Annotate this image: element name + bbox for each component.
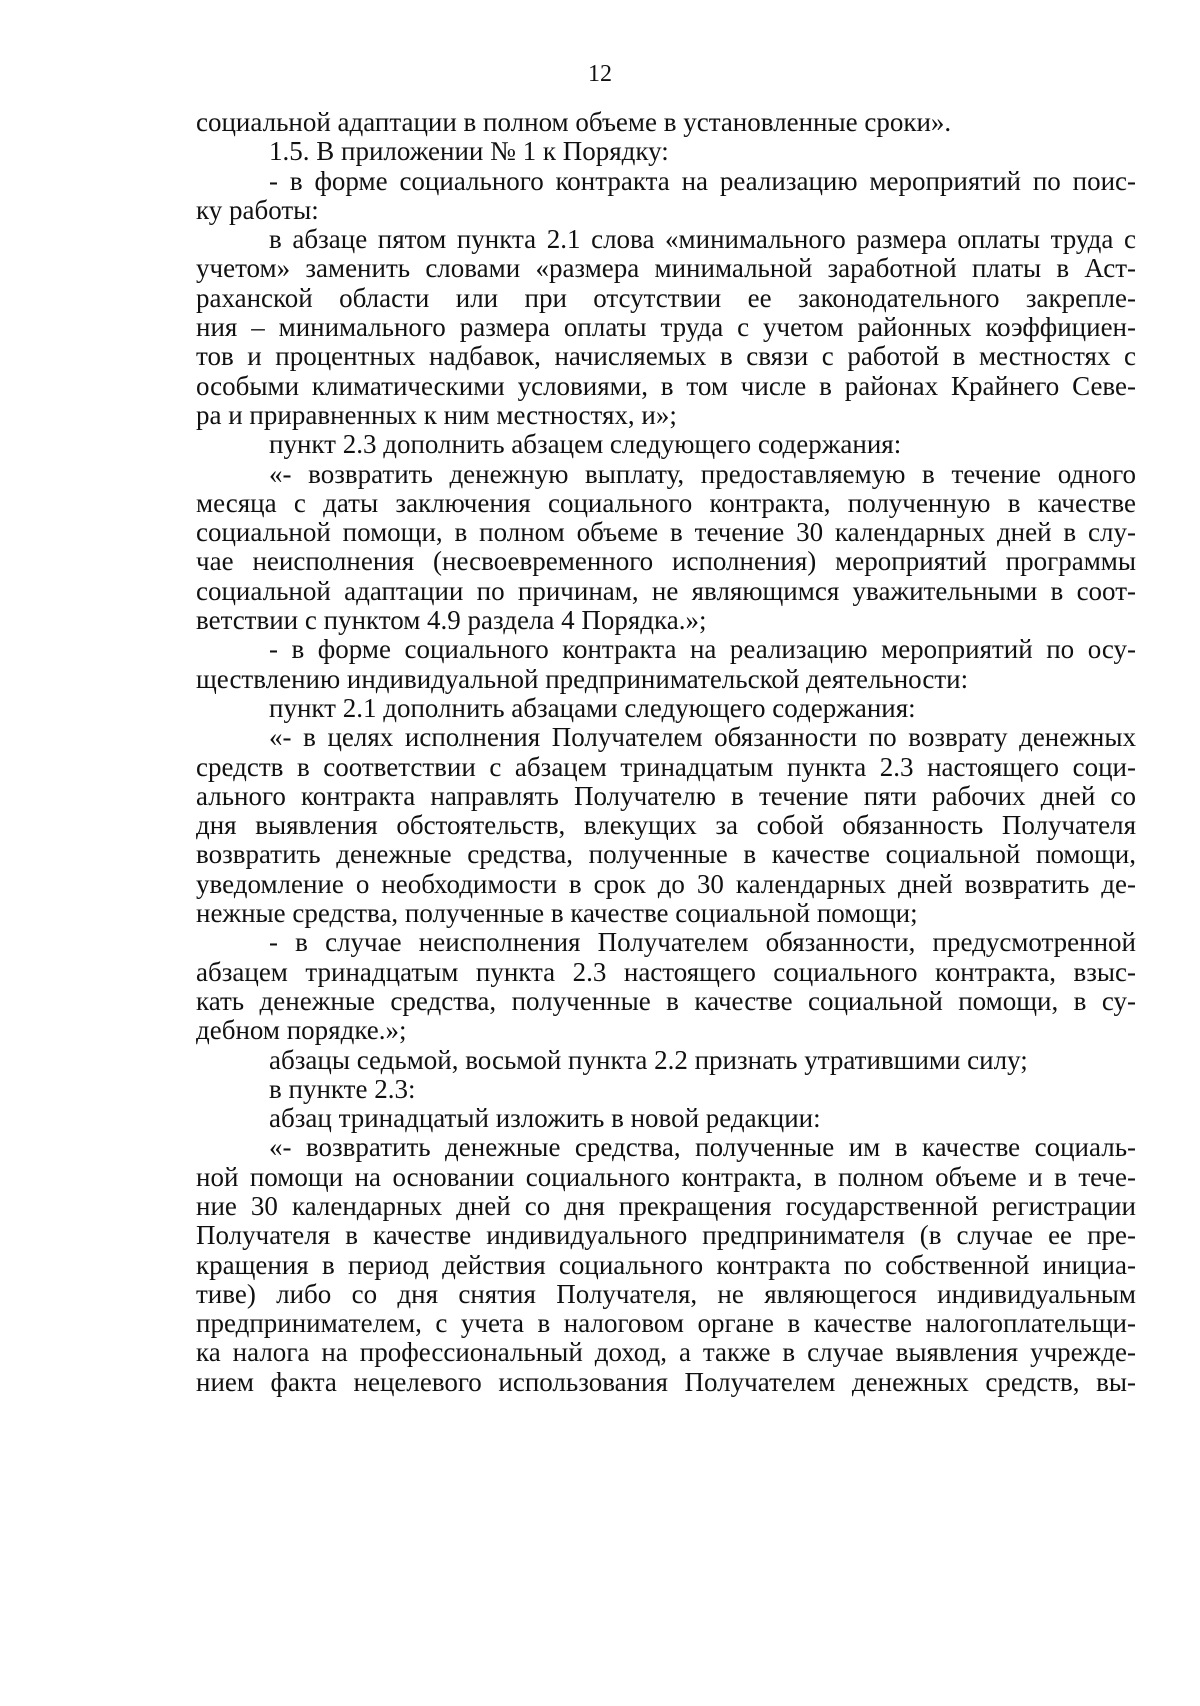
text-line: чае неисполнения (несвоевременного исполнения) мероприятий программы [196,546,1136,577]
text-line: 1.5. В приложении № 1 к Порядку: [269,136,669,167]
text-line: кращения в период действия социального контракта по собственной инициа- [196,1249,1136,1280]
text-line: ной помощи на основании социального контракта, в полном объеме и в тече- [196,1161,1136,1192]
text-line: раханской области или при отсутствии ее законодательного закрепле- [196,282,1136,313]
text-line: особыми климатическими условиями, в том числе в районах Крайнего Севе- [196,370,1136,401]
text-line: нежные средства, полученные в качестве социальной помощи; [196,898,918,929]
text-line: пункт 2.1 дополнить абзацами следующего содержания: [269,692,916,723]
text-line: абзацы седьмой, восьмой пункта 2.2 признать утратившими силу; [269,1044,1028,1075]
text-line: в абзаце пятом пункта 2.1 слова «минимального размера оплаты труда с [269,224,1136,255]
text-line: уведомление о необходимости в срок до 30 календарных дней возвратить де- [196,868,1136,899]
text-line: дебном порядке.»; [196,1015,407,1046]
text-line: месяца с даты заключения социального контракта, полученную в качестве [196,487,1136,518]
text-line: социальной адаптации по причинам, не являющимся уважительными в соот- [196,575,1136,606]
document-body [196,108,1136,1397]
text-line: абзацем тринадцатым пункта 2.3 настоящего социального контракта, взыс- [196,956,1136,987]
text-line: ра и приравненных к ним местностях, и»; [196,399,677,430]
text-line: средств в соответствии с абзацем тринадцатым пункта 2.3 настоящего соци- [196,751,1136,782]
text-line: предпринимателем, с учета в налоговом органе в качестве налогоплательщи- [196,1308,1136,1339]
text-line: ка налога на профессиональный доход, а также в случае выявления учрежде- [196,1337,1136,1368]
text-line: Получателя в качестве индивидуального предпринимателя (в случае ее пре- [196,1220,1136,1251]
text-line: ветствии с пунктом 4.9 раздела 4 Порядка.»; [196,605,707,636]
text-line: социальной адаптации в полном объеме в установленные сроки». [196,107,952,137]
text-line: нием факта нецелевого использования Получателем денежных средств, вы- [196,1366,1136,1397]
text-line: «- в целях исполнения Получателем обязанности по возврату денежных [269,722,1136,753]
text-line: - в форме социального контракта на реализацию мероприятий по осу- [269,634,1136,665]
text-line: ния – минимального размера оплаты труда с учетом районных коэффициен- [196,312,1136,343]
text-line: ние 30 календарных дней со дня прекращения государственной регистрации [196,1190,1136,1221]
text-line: социальной помощи, в полном объеме в течение 30 календарных дней в слу- [196,517,1136,548]
text-line: - в случае неисполнения Получателем обязанности, предусмотренной [269,927,1136,958]
text-line: «- возвратить денежную выплату, предоставляемую в течение одного [269,458,1136,489]
text-line: дня выявления обстоятельств, влекущих за собой обязанность Получателя [196,810,1136,841]
text-line: ку работы: [196,194,319,225]
text-line: тов и процентных надбавок, начисляемых в связи с работой в местностях с [196,341,1136,372]
text-line: ществлению индивидуальной предпринимательской деятельности: [196,663,969,694]
text-line: - в форме социального контракта на реализацию мероприятий по поис- [269,165,1136,196]
text-line: в пункте 2.3: [269,1073,416,1104]
text-line: пункт 2.3 дополнить абзацем следующего содержания: [269,429,902,460]
text-line: «- возвратить денежные средства, полученные им в качестве социаль- [269,1132,1136,1163]
text-line: тиве) либо со дня снятия Получателя, не являющегося индивидуальным [196,1278,1136,1309]
text-line: учетом» заменить словами «размера минимальной заработной платы в Аст- [196,253,1136,284]
text-line: возвратить денежные средства, полученные в качестве социальной помощи, [196,839,1136,870]
page-number: 12 [588,61,612,87]
text-line: абзац тринадцатый изложить в новой редакции: [269,1103,821,1134]
text-line: кать денежные средства, полученные в качестве социальной помощи, в су- [196,985,1136,1016]
text-line: ального контракта направлять Получателю в течение пяти рабочих дней со [196,780,1136,811]
